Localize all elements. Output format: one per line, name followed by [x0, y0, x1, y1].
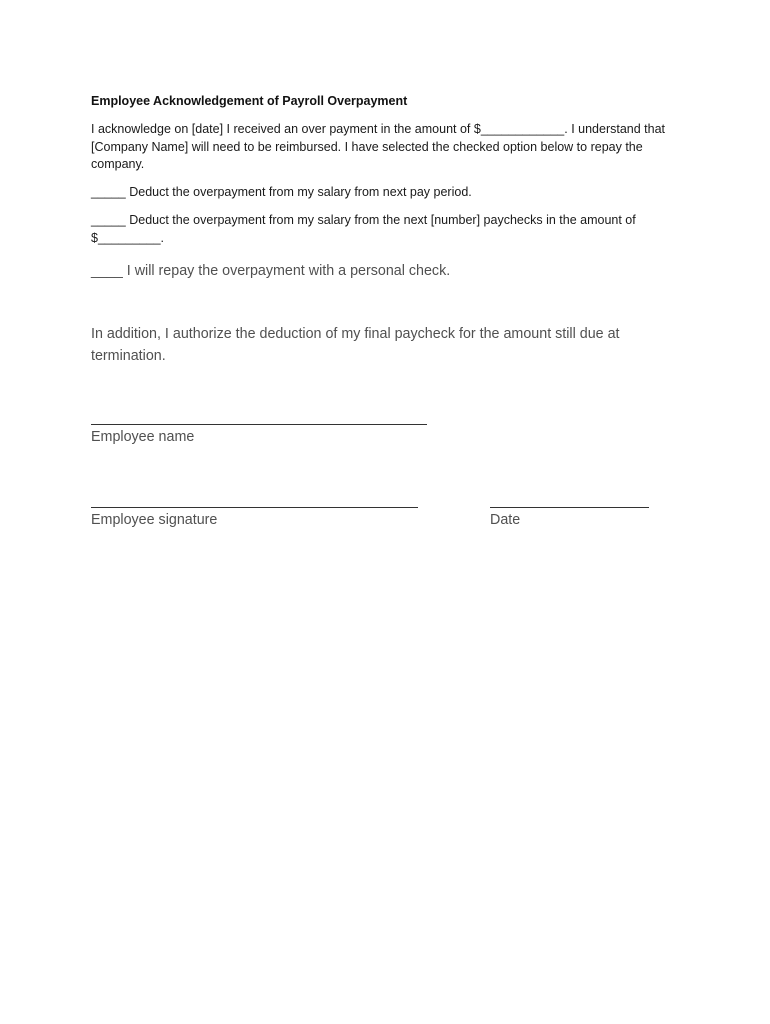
employee-name-line: [91, 424, 427, 425]
date-label: Date: [490, 512, 521, 528]
acknowledgement-paragraph: I acknowledge on [date] I received an over payment in the amount of $____________. I understand that [Company Name] will need to be reimbursed. I have selected the checked option below to repay the company.: [91, 122, 666, 171]
document-title: Employee Acknowledgement of Payroll Overpayment: [91, 94, 408, 108]
repayment-option-personal-check: ____ I will repay the overpayment with a personal check.: [91, 263, 451, 279]
employee-name-label: Employee name: [91, 429, 195, 445]
employee-signature-label: Employee signature: [91, 512, 218, 528]
repayment-option-multiple-paychecks: _____ Deduct the overpayment from my salary from the next [number] paychecks in the amount of $_________.: [91, 213, 636, 245]
employee-signature-line: [91, 507, 418, 508]
date-line: [490, 507, 649, 508]
repayment-option-next-pay-period: _____ Deduct the overpayment from my salary from next pay period.: [91, 185, 472, 199]
authorization-paragraph: In addition, I authorize the deduction of my final paycheck for the amount still due at termination.: [91, 326, 620, 364]
